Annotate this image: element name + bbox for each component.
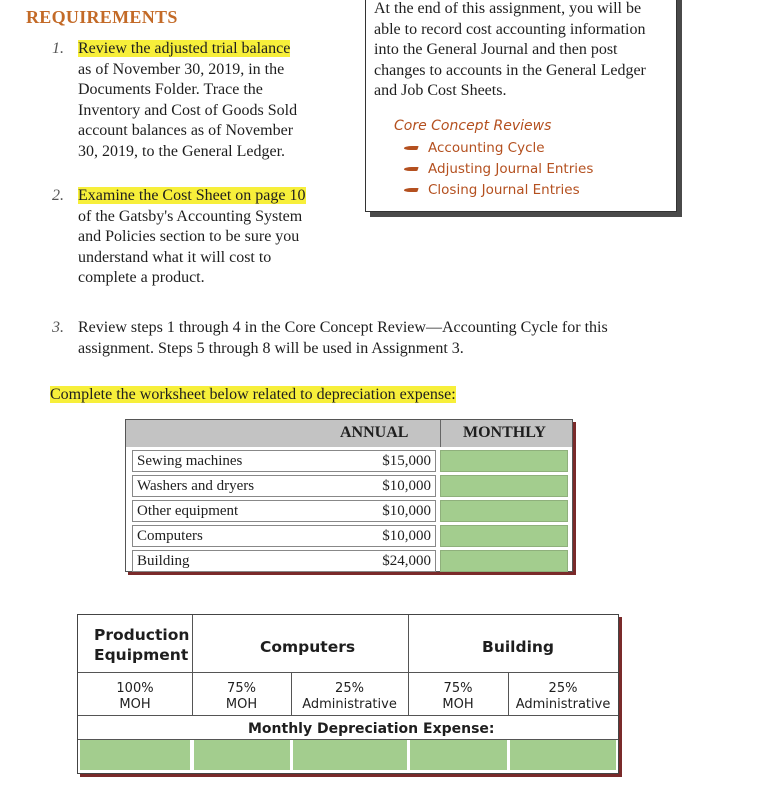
- step-2-line: complete a product.: [78, 269, 205, 286]
- core-concept-item: [404, 138, 668, 159]
- production-equipment-header: [94, 625, 189, 665]
- step-3-number: 3.: [52, 319, 64, 336]
- table-row: [132, 450, 436, 472]
- step-3-line: assignment. Steps 5 through 8 will be used in Assignment 3.: [78, 339, 464, 357]
- row-label: Other equipment: [137, 503, 239, 519]
- step-1-line: 30, 2019, to the General Ledger.: [78, 142, 286, 160]
- pointer-bullet-icon: [403, 146, 418, 150]
- table-row: [132, 550, 436, 572]
- monthly-input-cell[interactable]: [440, 500, 568, 522]
- core-concept-list: [374, 138, 668, 201]
- step-2-line: of the Gatsby's Accounting System: [78, 207, 303, 225]
- pointer-bullet-icon: [403, 188, 418, 192]
- annual-value: $10,000: [382, 528, 431, 544]
- allocation-percent: 75%: [443, 681, 473, 696]
- table-row: [132, 525, 436, 547]
- step-2-highlight: Examine the Cost Sheet on page 10: [78, 187, 306, 204]
- depreciation-table: [125, 419, 573, 572]
- building-header: Building: [482, 638, 555, 656]
- step-2-line: understand what it will cost to: [78, 248, 272, 266]
- core-concept-item: [404, 180, 668, 201]
- monthly-input-cell[interactable]: [440, 525, 568, 547]
- row-label: Sewing machines: [137, 453, 243, 469]
- allocation-category: Administrative: [302, 697, 397, 712]
- annual-value: $24,000: [382, 553, 431, 569]
- monthly-depreciation-label: Monthly Depreciation Expense:: [248, 721, 495, 737]
- objectives-line: into the General Journal and then post: [374, 41, 618, 58]
- step-2-number: 2.: [52, 187, 64, 204]
- allocation-cell: [408, 681, 508, 713]
- header-line: Equipment: [94, 646, 189, 664]
- allocation-percent: 75%: [227, 681, 256, 696]
- step-3-text: [78, 318, 608, 359]
- objectives-line: changes to accounts in the General Ledger: [374, 61, 646, 79]
- allocation-cell: [291, 681, 408, 713]
- monthly-column-header: MONTHLY: [463, 424, 546, 441]
- objectives-line: and Job Cost Sheets.: [374, 82, 507, 99]
- step-1-line: Inventory and Cost of Goods Sold: [78, 101, 298, 119]
- allocation-cell: [78, 681, 192, 713]
- depreciation-table-header: [126, 420, 572, 447]
- core-concept-label: Accounting Cycle: [428, 139, 545, 156]
- row-label: Washers and dryers: [137, 478, 255, 494]
- annual-value: $10,000: [382, 503, 431, 519]
- monthly-expense-input[interactable]: [293, 740, 407, 770]
- monthly-expense-input[interactable]: [80, 740, 190, 770]
- step-3-line: Review steps 1 through 4 in the Core Concept Review—Accounting Cycle for this: [78, 319, 608, 336]
- table-row: [132, 475, 436, 497]
- step-1-number: 1.: [52, 40, 64, 57]
- monthly-expense-input[interactable]: [194, 740, 290, 770]
- header-line: Production: [94, 626, 190, 644]
- annual-column-header: ANNUAL: [340, 424, 409, 441]
- allocation-percent: 25%: [548, 681, 578, 696]
- allocation-category: MOH: [442, 697, 474, 712]
- allocation-category: MOH: [119, 697, 151, 712]
- monthly-input-cell[interactable]: [440, 550, 568, 572]
- worksheet-prompt: [50, 385, 456, 406]
- worksheet-prompt-text: Complete the worksheet below related to depreciation expense:: [50, 386, 456, 403]
- requirements-heading: REQUIREMENTS: [26, 7, 178, 27]
- core-concept-item: [404, 159, 668, 180]
- step-1-text: [78, 39, 297, 162]
- allocation-percent: 100%: [116, 681, 154, 696]
- core-concept-title: Core Concept Reviews: [394, 117, 552, 134]
- table-row: [132, 500, 436, 522]
- objectives-line: able to record cost accounting information: [374, 20, 646, 38]
- annual-value: $10,000: [382, 478, 431, 494]
- monthly-expense-input[interactable]: [510, 740, 616, 770]
- monthly-expense-input[interactable]: [410, 740, 507, 770]
- row-label: Building: [137, 553, 190, 569]
- step-1-line: account balances as of November: [78, 122, 294, 139]
- step-1-line: Documents Folder. Trace the: [78, 81, 263, 98]
- allocation-category: MOH: [225, 697, 258, 712]
- objectives-box: [365, 0, 677, 212]
- core-concept-label: Closing Journal Entries: [428, 181, 580, 198]
- allocation-cell: [192, 681, 291, 713]
- step-2-line: and Policies section to be sure you: [78, 228, 300, 245]
- step-2-text: [78, 186, 306, 289]
- monthly-input-cell[interactable]: [440, 450, 568, 472]
- pointer-bullet-icon: [403, 167, 418, 171]
- row-label: Computers: [137, 528, 203, 544]
- computers-header: Computers: [260, 638, 356, 656]
- allocation-category: Administrative: [515, 697, 611, 712]
- objectives-line: At the end of this assignment, you will be: [374, 0, 642, 17]
- allocation-cell: [508, 681, 618, 713]
- monthly-input-cell[interactable]: [440, 475, 568, 497]
- allocation-percent: 25%: [335, 681, 364, 696]
- step-1-line: as of November 30, 2019, in the: [78, 60, 285, 78]
- annual-value: $15,000: [382, 453, 431, 469]
- allocation-table: [77, 614, 619, 774]
- core-concept-label: Adjusting Journal Entries: [428, 160, 594, 177]
- step-1-highlight: Review the adjusted trial balance: [78, 40, 291, 57]
